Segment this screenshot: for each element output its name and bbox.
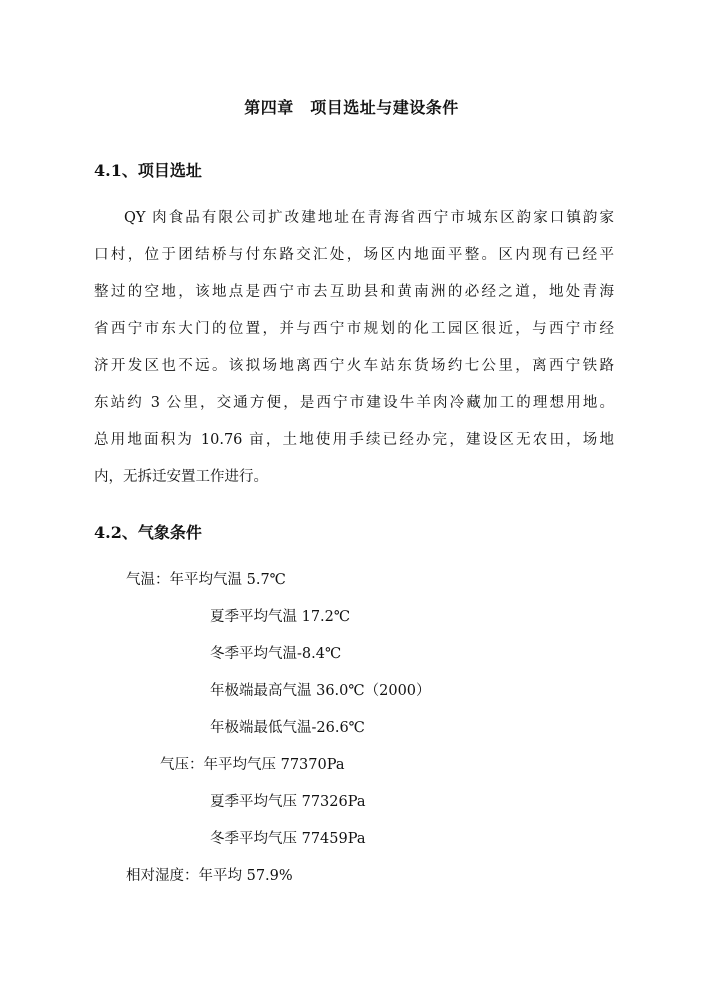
temperature-annual-min: 年极端最低气温-26.6℃: [210, 720, 365, 736]
pressure-annual-avg: 年平均气压 77370Pa: [203, 757, 345, 773]
paragraph-line: 东站约 3 公里，交通方便，是西宁市建设牛羊肉冷藏加工的理想用地。: [94, 395, 614, 411]
temperature-label: 气温：: [126, 572, 170, 588]
temperature-annual-max: 年极端最高气温 36.0℃（2000）: [210, 683, 431, 699]
paragraph-line: 济开发区也不远。该拟场地离西宁火车站东货场约七公里，离西宁铁路: [94, 358, 614, 374]
humidity-label: 相对湿度：: [126, 868, 199, 884]
paragraph-line: 口村，位于团结桥与付东路交汇处，场区内地面平整。区内现有已经平: [94, 247, 614, 263]
temperature-summer-avg: 夏季平均气温 17.2℃: [210, 609, 351, 625]
paragraph-line: 总用地面积为 10.76 亩，土地使用手续已经办完，建设区无农田，场地: [94, 432, 614, 448]
paragraph-line: 内，无拆迁安置工作进行。: [94, 469, 268, 485]
pressure-label: 气压：: [160, 757, 204, 773]
paragraph-line: 省西宁市东大门的位置，并与西宁市规划的化工园区很近，与西宁市经: [94, 321, 614, 337]
humidity-row: [126, 864, 293, 885]
pressure-winter-avg: 冬季平均气压 77459Pa: [210, 831, 366, 847]
temperature-winter-avg: 冬季平均气温-8.4℃: [210, 646, 342, 662]
chapter-title: 第四章 项目选址与建设条件: [244, 98, 459, 117]
pressure-row: [160, 753, 345, 774]
temperature-row: [126, 568, 286, 589]
section-heading-site-selection: 4.1、项目选址: [94, 161, 202, 180]
paragraph-line: 整过的空地，该地点是西宁市去互助县和黄南洲的必经之道，地处青海: [94, 284, 614, 300]
humidity-annual-avg: 年平均 57.9%: [198, 868, 293, 884]
paragraph-line: QY 肉食品有限公司扩改建地址在青海省西宁市城东区韵家口镇韵家: [124, 210, 614, 226]
pressure-summer-avg: 夏季平均气压 77326Pa: [210, 794, 366, 810]
temperature-annual-avg: 年平均气温 5.7℃: [169, 572, 286, 588]
section-heading-climate: 4.2、气象条件: [94, 523, 202, 542]
